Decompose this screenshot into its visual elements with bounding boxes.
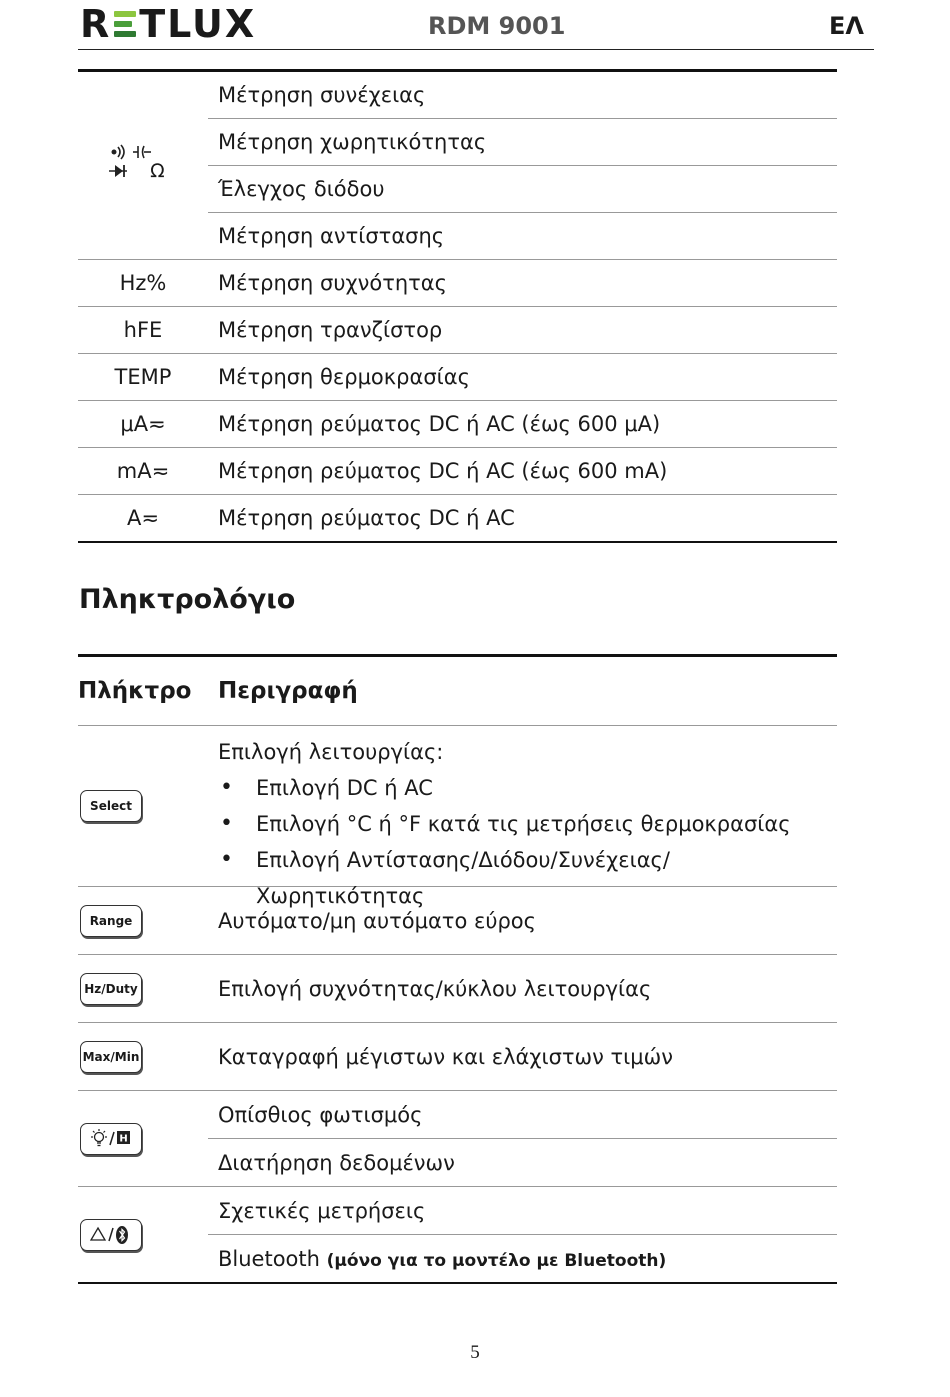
table-row: [78, 887, 837, 955]
mode-symbol: hFE: [78, 307, 208, 354]
bluetooth-label: Bluetooth: [218, 1246, 320, 1271]
table-row: [78, 354, 837, 401]
range-description: Αυτόματο/μη αυτόματο εύρος: [208, 887, 837, 955]
retlux-logo: R TLUX: [80, 2, 257, 46]
mode-description: Μέτρηση συνέχειας: [208, 71, 837, 119]
mode-description: Μέτρηση αντίστασης: [208, 213, 837, 260]
key-cell: [78, 1023, 208, 1091]
mode-description: Μέτρηση ρεύματος DC ή AC: [218, 506, 515, 530]
table-row: [78, 1187, 837, 1235]
page-number: 5: [470, 1342, 480, 1363]
section-title: Πληκτρολόγιο: [79, 584, 296, 615]
backlight-description: Οπίσθιος φωτισμός: [208, 1091, 837, 1139]
table-row: [78, 495, 837, 543]
hz-duty-key: Hz/Duty: [80, 973, 142, 1005]
hz-duty-description: Επιλογή συχνότητας/κύκλου λειτουργίας: [208, 955, 837, 1023]
table-row: [78, 401, 837, 448]
ohm-symbol: Ω: [150, 160, 165, 182]
mode-symbol: Hz%: [78, 260, 208, 307]
delta-bluetooth-icon: [88, 1224, 134, 1246]
mode-description: Έλεγχος διόδου: [208, 166, 837, 213]
relative-bluetooth-key: [80, 1219, 142, 1251]
data-hold-description: Διατήρηση δεδομένων: [208, 1139, 837, 1187]
key-cell: [78, 1091, 208, 1187]
mode-symbol: TEMP: [78, 354, 208, 401]
table-row: [78, 726, 837, 887]
model-name: RDM 9001: [428, 12, 566, 40]
select-description: [208, 726, 837, 908]
modes-table: [78, 69, 837, 543]
select-intro: Επιλογή λειτουργίας:: [218, 740, 444, 764]
svg-text:H: H: [119, 1133, 128, 1144]
mode-description: Μέτρηση ρεύματος DC ή AC (έως 600 mA): [208, 448, 837, 495]
table-row: [78, 71, 837, 119]
list-item: • Επιλογή Αντίστασης/Διόδου/Συνέχειας/Χωρητικότητας: [218, 842, 837, 878]
mode-description: Μέτρηση συχνότητας: [208, 260, 837, 307]
page-header: [78, 0, 874, 50]
table-row: [78, 448, 837, 495]
table-row: [78, 260, 837, 307]
select-key: Select: [80, 790, 142, 822]
column-header-description: Περιγραφή: [208, 656, 837, 726]
mode-symbol: μA≂: [78, 401, 208, 448]
key-cell: [78, 726, 208, 887]
mode-symbol: A≂: [127, 506, 159, 530]
relative-description: Σχετικές μετρήσεις: [208, 1187, 837, 1235]
backlight-hold-key: [80, 1123, 142, 1155]
mode-description: Μέτρηση τρανζίστορ: [208, 307, 837, 354]
max-min-key: Max/Min: [80, 1041, 142, 1073]
mode-symbol: mA≂: [78, 448, 208, 495]
language-code: ΕΛ: [829, 12, 864, 40]
mode-description: Μέτρηση χωρητικότητας: [208, 119, 837, 166]
table-row: [78, 1023, 837, 1091]
key-cell: [78, 1187, 208, 1284]
max-min-description: Καταγραφή μέγιστων και ελάχιστων τιμών: [208, 1023, 837, 1091]
keypad-table: [78, 654, 837, 1284]
mode-description: Μέτρηση ρεύματος DC ή AC (έως 600 μA): [208, 401, 837, 448]
lightbulb-hold-icon: [88, 1128, 134, 1150]
mode-description: Μέτρηση θερμοκρασίας: [208, 354, 837, 401]
table-row: [78, 1091, 837, 1139]
bluetooth-note: (μόνο για το μοντέλο με Bluetooth): [326, 1250, 667, 1271]
key-cell: [78, 955, 208, 1023]
bluetooth-description: [208, 1235, 837, 1284]
table-row: [78, 307, 837, 354]
range-key: Range: [80, 905, 142, 937]
list-item: • Επιλογή °C ή °F κατά τις μετρήσεις θερμοκρασίας: [218, 806, 837, 842]
logo-e-mark: [114, 9, 136, 39]
column-header-key: Πλήκτρο: [78, 656, 208, 726]
table-row: [78, 955, 837, 1023]
combined-mode-symbol: [78, 71, 208, 260]
select-options-list: [218, 770, 837, 908]
table-header-row: [78, 656, 837, 726]
list-item: • Επιλογή DC ή AC: [218, 770, 837, 806]
key-cell: [78, 887, 208, 955]
